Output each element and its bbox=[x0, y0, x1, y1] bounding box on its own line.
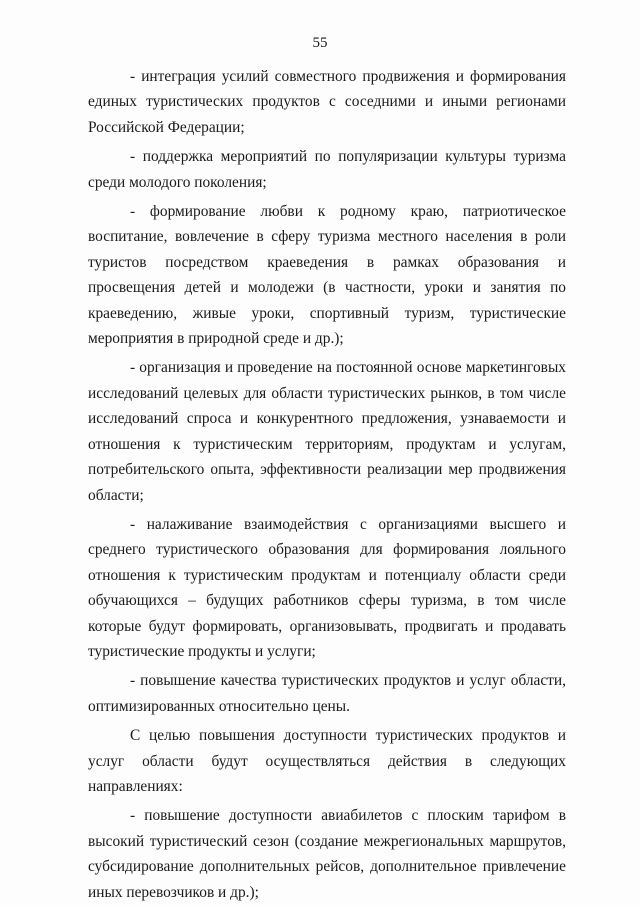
page-number: 55 bbox=[312, 35, 328, 51]
paragraph-integration: - интеграция усилий совместного продвижения и формирования единых туристических продуктов с соседними и иными регионами Российской Федерации; bbox=[88, 68, 566, 136]
paragraph-youth-culture: - поддержка мероприятий по популяризации культуры туризма среди молодого поколения; bbox=[88, 148, 566, 191]
paragraph-air-tickets: - повышение доступности авиабилетов с плоским тарифом в высокий туристический сезон (создание межрегиональных маршрутов, субсидирование дополнительных рейсов, дополнительное привлечение иных перевозчиков и др.); bbox=[88, 807, 566, 901]
paragraph-quality-improvement: - повышение качества туристических продуктов и услуг области, оптимизированных относительно цены. bbox=[88, 672, 566, 715]
paragraph-local-patriotism: - формирование любви к родному краю, патриотическое воспитание, вовлечение в сферу туризма местного населения в роли туристов посредством краеведения в рамках образования и просвещения детей и молодежи (в частности, уроки и занятия по краеведению, живые уроки, спортивный туризм, туристические мероприятия в природной среде и др.); bbox=[88, 203, 566, 348]
paragraph-accessibility-intro: С целью повышения доступности туристических продуктов и услуг области будут осуществляться действия в следующих направлениях: bbox=[88, 727, 566, 795]
paragraph-education-cooperation: - налаживание взаимодействия с организациями высшего и среднего туристического образования для формирования лояльного отношения к туристическим продуктам и потенциалу области среди обучающихся – будущих работников сферы туризма, в том числе которые будут формировать, организовывать, продвигать и продавать туристические продукты и услуги; bbox=[88, 515, 566, 660]
document-body bbox=[88, 64, 566, 908]
paragraph-marketing-research: - организация и проведение на постоянной основе маркетинговых исследований целевых для области туристических рынков, в том числе исследований спроса и конкурентного предложения, узнаваемости и отношения к туристическим территориям, продуктам и услугам, потребительского опыта, эффективности реализации мер продвижения области; bbox=[88, 359, 566, 504]
